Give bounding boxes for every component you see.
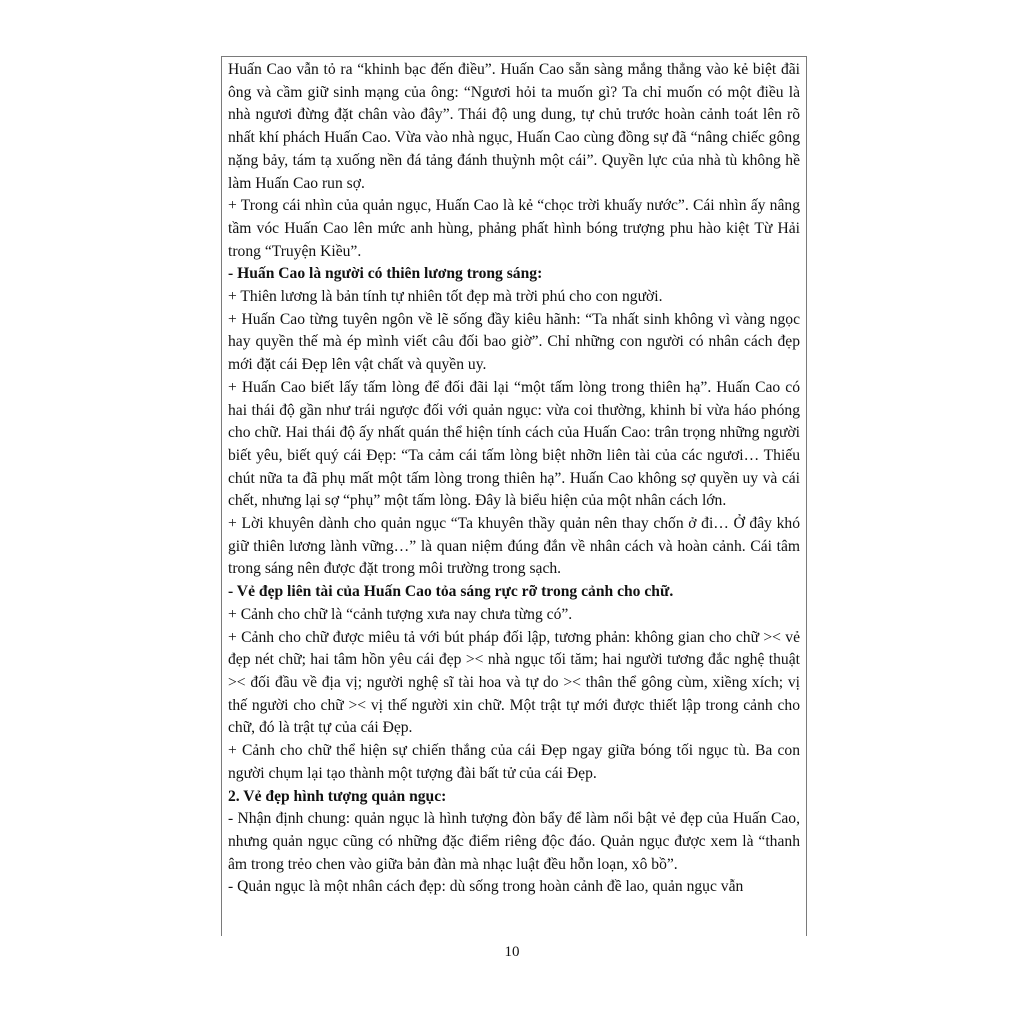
paragraph: + Huấn Cao từng tuyên ngôn về lẽ sống đầy kiêu hãnh: “Ta nhất sinh không vì vàng ngọc hay quyền thế mà ép mình viết câu đối bao giờ”. Chỉ những con người có nhân cách đẹp mới đặt cái Đẹp lên vật chất và quyền uy. [228, 310, 800, 374]
paragraph: + Cảnh cho chữ thể hiện sự chiến thắng của cái Đẹp ngay giữa bóng tối ngục tù. Ba con người chụm lại tạo thành một tượng đài bất tử của cái Đẹp. [228, 742, 800, 782]
paragraph: - Nhận định chung: quản ngục là hình tượng đòn bẩy để làm nổi bật vẻ đẹp của Huấn Cao, nhưng quản ngục cũng có những đặc điểm riêng độc đáo. Quản ngục được xem là “thanh âm trong trẻo chen vào giữa bản đàn mà nhạc luật đều hỗn loạn, xô bồ”. [228, 810, 800, 873]
paragraph: - Quản ngục là một nhân cách đẹp: dù sống trong hoàn cảnh đề lao, quản ngục vẫn [228, 878, 744, 896]
section-heading: 2. Vẻ đẹp hình tượng quản ngục: [228, 787, 447, 805]
paragraph: + Lời khuyên dành cho quản ngục “Ta khuyên thầy quản nên thay chốn ở đi… Ở đây khó giữ thiên lương lành vững…” là quan niệm đúng đắn về nhân cách và hoàn cảnh. Cái tâm trong sáng nên được đặt trong môi trường trong sạch. [228, 515, 800, 578]
paragraph: + Thiên lương là bản tính tự nhiên tốt đẹp mà trời phú cho con người. [228, 288, 663, 306]
paragraph: Huấn Cao vẫn tỏ ra “khinh bạc đến điều”. Huấn Cao sẵn sàng mắng thẳng vào kẻ biệt đãi ông và cầm giữ sinh mạng của ông: “Ngươi hỏi ta muốn gì? Ta chỉ muốn có một điều là nhà ngươi đừng đặt chân vào đây”. Thái độ ung dung, tự chủ trước hoàn cảnh toát lên rõ nhất khí phách Huấn Cao. Vừa vào nhà ngục, Huấn Cao cùng đồng sự đã “nâng chiếc gông nặng bảy, tám tạ xuống nền đá tảng đánh thuỳnh một cái”. Quyền lực của nhà tù không hề làm Huấn Cao run sợ. [228, 61, 800, 192]
paragraph: + Trong cái nhìn của quản ngục, Huấn Cao là kẻ “chọc trời khuấy nước”. Cái nhìn ấy nâng tầm vóc Huấn Cao lên mức anh hùng, phảng phất hình bóng trượng phu hào kiệt Từ Hải trong “Truyện Kiều”. [228, 197, 800, 260]
section-heading: - Vẻ đẹp liên tài của Huấn Cao tỏa sáng rực rỡ trong cảnh cho chữ. [228, 583, 674, 601]
document-body [222, 57, 806, 899]
page-number: 10 [504, 944, 520, 960]
section-heading: - Huấn Cao là người có thiên lương trong sáng: [228, 265, 543, 283]
paragraph: + Cảnh cho chữ được miêu tả với bút pháp đối lập, tương phản: không gian cho chữ >< vẻ đẹp nét chữ; hai tâm hồn yêu cái đẹp >< nhà ngục tối tăm; hai người tương đắc nghệ thuật >< đối đầu về địa vị; người nghệ sĩ tài hoa và tự do >< thân thể gông cùm, xiềng xích; vị thế người cho chữ >< vị thế người xin chữ. Một trật tự mới được thiết lập trong cảnh cho chữ, đó là trật tự của cái Đẹp. [228, 628, 800, 737]
paragraph: + Cảnh cho chữ là “cảnh tượng xưa nay chưa từng có”. [228, 605, 573, 623]
document-page-frame [221, 56, 807, 936]
paragraph: + Huấn Cao biết lấy tấm lòng để đối đãi lại “một tấm lòng trong thiên hạ”. Huấn Cao có hai thái độ gần như trái ngược đối với quản ngục: vừa coi thường, khinh bỉ vừa háo phóng cho chữ. Hai thái độ ấy nhất quán thể hiện tính cách của Huấn Cao: trân trọng những người biết yêu, biết quý cái Đẹp: “Ta cảm cái tấm lòng biệt nhỡn liên tài của các ngươi… Thiếu chút nữa ta đã phụ mất một tấm lòng trong thiên hạ”. Huấn Cao không sợ quyền uy và cái chết, nhưng lại sợ “phụ” một tấm lòng. Đây là biểu hiện của một nhân cách lớn. [228, 378, 800, 510]
